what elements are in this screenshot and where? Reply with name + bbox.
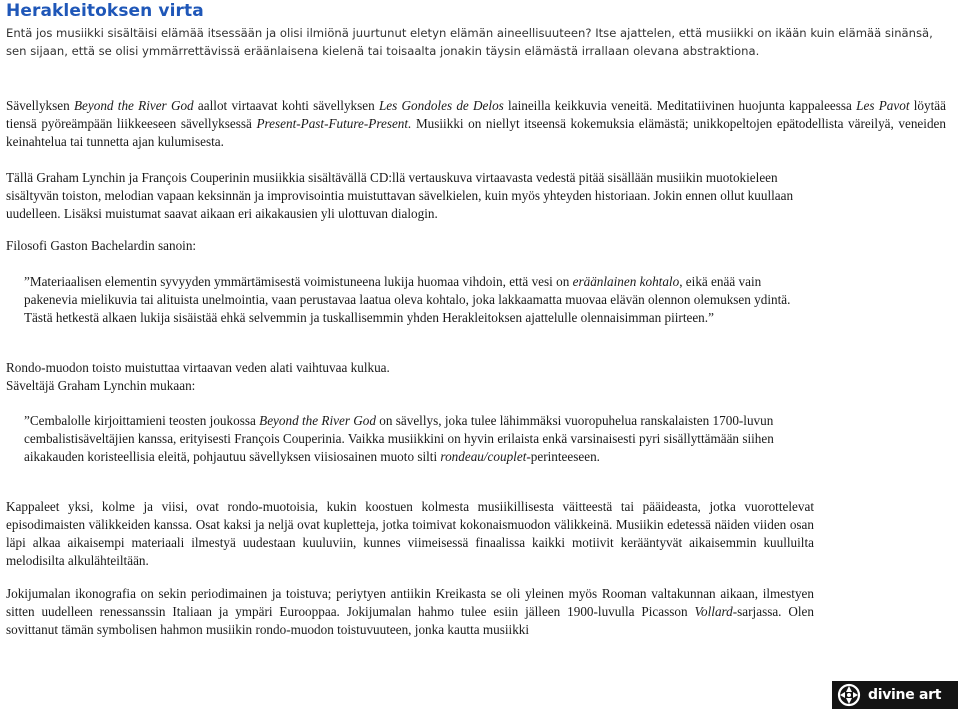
quote-text: on sävellys, joka tulee lähimmäksi vuoropuhelua ranskalaisten 1700-luvun cembalistisäveltäjien kanssa, erityisesti François Couperinia. Vaikka musiikkini on hyvin erilaista enkä varsinaisesti pyri sisällyttämään siihen aikakauden koristeellisia eleitä, pohjautuu sävellyksen viisiosainen muoto silti <box>24 413 774 464</box>
quote-emphasis: rondeau/couplet <box>440 449 527 464</box>
cd-paragraph: Tällä Graham Lynchin ja François Couperinin musiikkia sisältävällä CD:llä vertauskuva virtaavasta vedestä pitää sisällään musiikin muotokieleen sisältyvän toiston, melodian vapaan keksinnän ja improvisointia muistuttavan sävelkielen, kuin myös yhteyden historiaan. Jokin ennen ollut kuullaan uudelleen. Lisäksi muistumat saavat aikaan eri aikakausien yli ulottuvan dialogin. <box>6 170 794 221</box>
text-run: Sävellyksen <box>6 98 74 113</box>
divine-art-logo-icon <box>836 683 862 707</box>
text-run: löytää tiensä pyöreämpään liikkeeseen sävellyksessä <box>6 98 946 131</box>
lynch-intro: Säveltäjä Graham Lynchin mukaan: <box>6 378 196 393</box>
intro-paragraph: Entä jos musiikki sisältäisi elämää itsessään ja olisi ilmiönä juurtunut eletyn elämän aineellisuuteen? Itse ajattelen, että musiikki on ikään kuin elämää sinänsä, sen sijaan, että se olisi ymmärrettävissä eräänlaisena kielenä tai toisaalta jonakin täysin elämästä irrallaan olevana abstraktiona. <box>6 26 933 58</box>
quote-emphasis: eräänlainen kohtalo <box>572 274 680 289</box>
logo-text: divine art <box>868 687 942 703</box>
bachelard-intro: Filosofi Gaston Bachelardin sanoin: <box>6 238 197 253</box>
work-title: Beyond the River God <box>73 98 194 113</box>
text-run: -sarjassa. Olen sovittanut tämän symbolisen hahmon musiikin rondo-muodon toistuvuuteen, jonka kautta musiikki <box>6 604 814 637</box>
iconography-paragraph <box>6 585 814 639</box>
quote-text: , eikä enää vain pakenevia mielikuvia tai alituista unelmointia, vaan perustavaa laatua oleva kohtalo, joka lakkaamatta muovaa elävän olennon olemuksen ydintä. Tästä hetkestä alkaen lukija sisäistää ehkä selvemmin ja tuskallisemmin yhden Herakleitoksen ajattelulle olennaisimman piirteen.” <box>24 274 791 325</box>
divine-art-logo <box>832 681 958 709</box>
lynch-quote <box>24 412 814 466</box>
text-run: laineilla keikkuvia veneitä. Meditatiivinen huojunta kappaleessa <box>503 98 857 113</box>
quote-text: ”Materiaalisen elementin syvyyden ymmärtämisestä voimistuneena lukija huomaa vihdoin, että vesi on <box>24 274 573 289</box>
work-title: Beyond the River God <box>259 413 376 428</box>
text-run: aallot virtaavat kohti sävellyksen <box>193 98 379 113</box>
rondo-sentence: Rondo-muodon toisto muistuttaa virtaavan veden alati vaihtuvaa kulkua. <box>6 360 390 375</box>
work-title: Present-Past-Future-Present. <box>256 116 412 131</box>
bachelard-quote <box>24 273 804 327</box>
text-run: Musiikki on niellyt itseensä kokemuksia elämästä; unikkopeltojen epätodellista väreilyä, veneiden keinahtelua tai tunnetta ajan kulumisesta. <box>6 116 946 149</box>
works-paragraph <box>6 97 946 151</box>
quote-text: -perinteeseen. <box>526 449 600 464</box>
text-run: Jokijumalan ikonografia on sekin periodimainen ja toistuva; periytyen antiikin Kreikasta se oli yleinen myös Rooman valtakunnan aikaan, ilmestyen sitten uudelleen renessanssin Italiaan ja ympäri Eurooppaa. Jokijumalan hahmo tulee esiin jälleen 1900-luvulla Picasson <box>6 586 814 619</box>
movements-paragraph: Kappaleet yksi, kolme ja viisi, ovat rondo-muotoisia, kukin koostuen kolmesta musiikillisesta väitteestä tai pääideasta, jotka vuorottelevat episodimaisten välikkeiden kanssa. Osat kaksi ja neljä ovat kupletteja, jotka toimivat kokonaismuodon välikkeinä. Musiikin edetessä näiden viiden osan läpi alkaa aikaisempi materiaali ilmestyä uudestaan kuuluviin, kunnes viimeisessä finaalissa kaikki motiivit kerääntyvät aikaisemmin kuulluilta melodisilta alkulähteiltään. <box>6 499 814 568</box>
work-title: Les Gondoles de Delos <box>378 98 504 113</box>
quote-text: ”Cembalolle kirjoittamieni teosten joukossa <box>24 413 260 428</box>
page-title: Herakleitoksen virta <box>6 1 204 21</box>
work-title: Vollard <box>694 604 733 619</box>
work-title: Les Pavot <box>856 98 910 113</box>
